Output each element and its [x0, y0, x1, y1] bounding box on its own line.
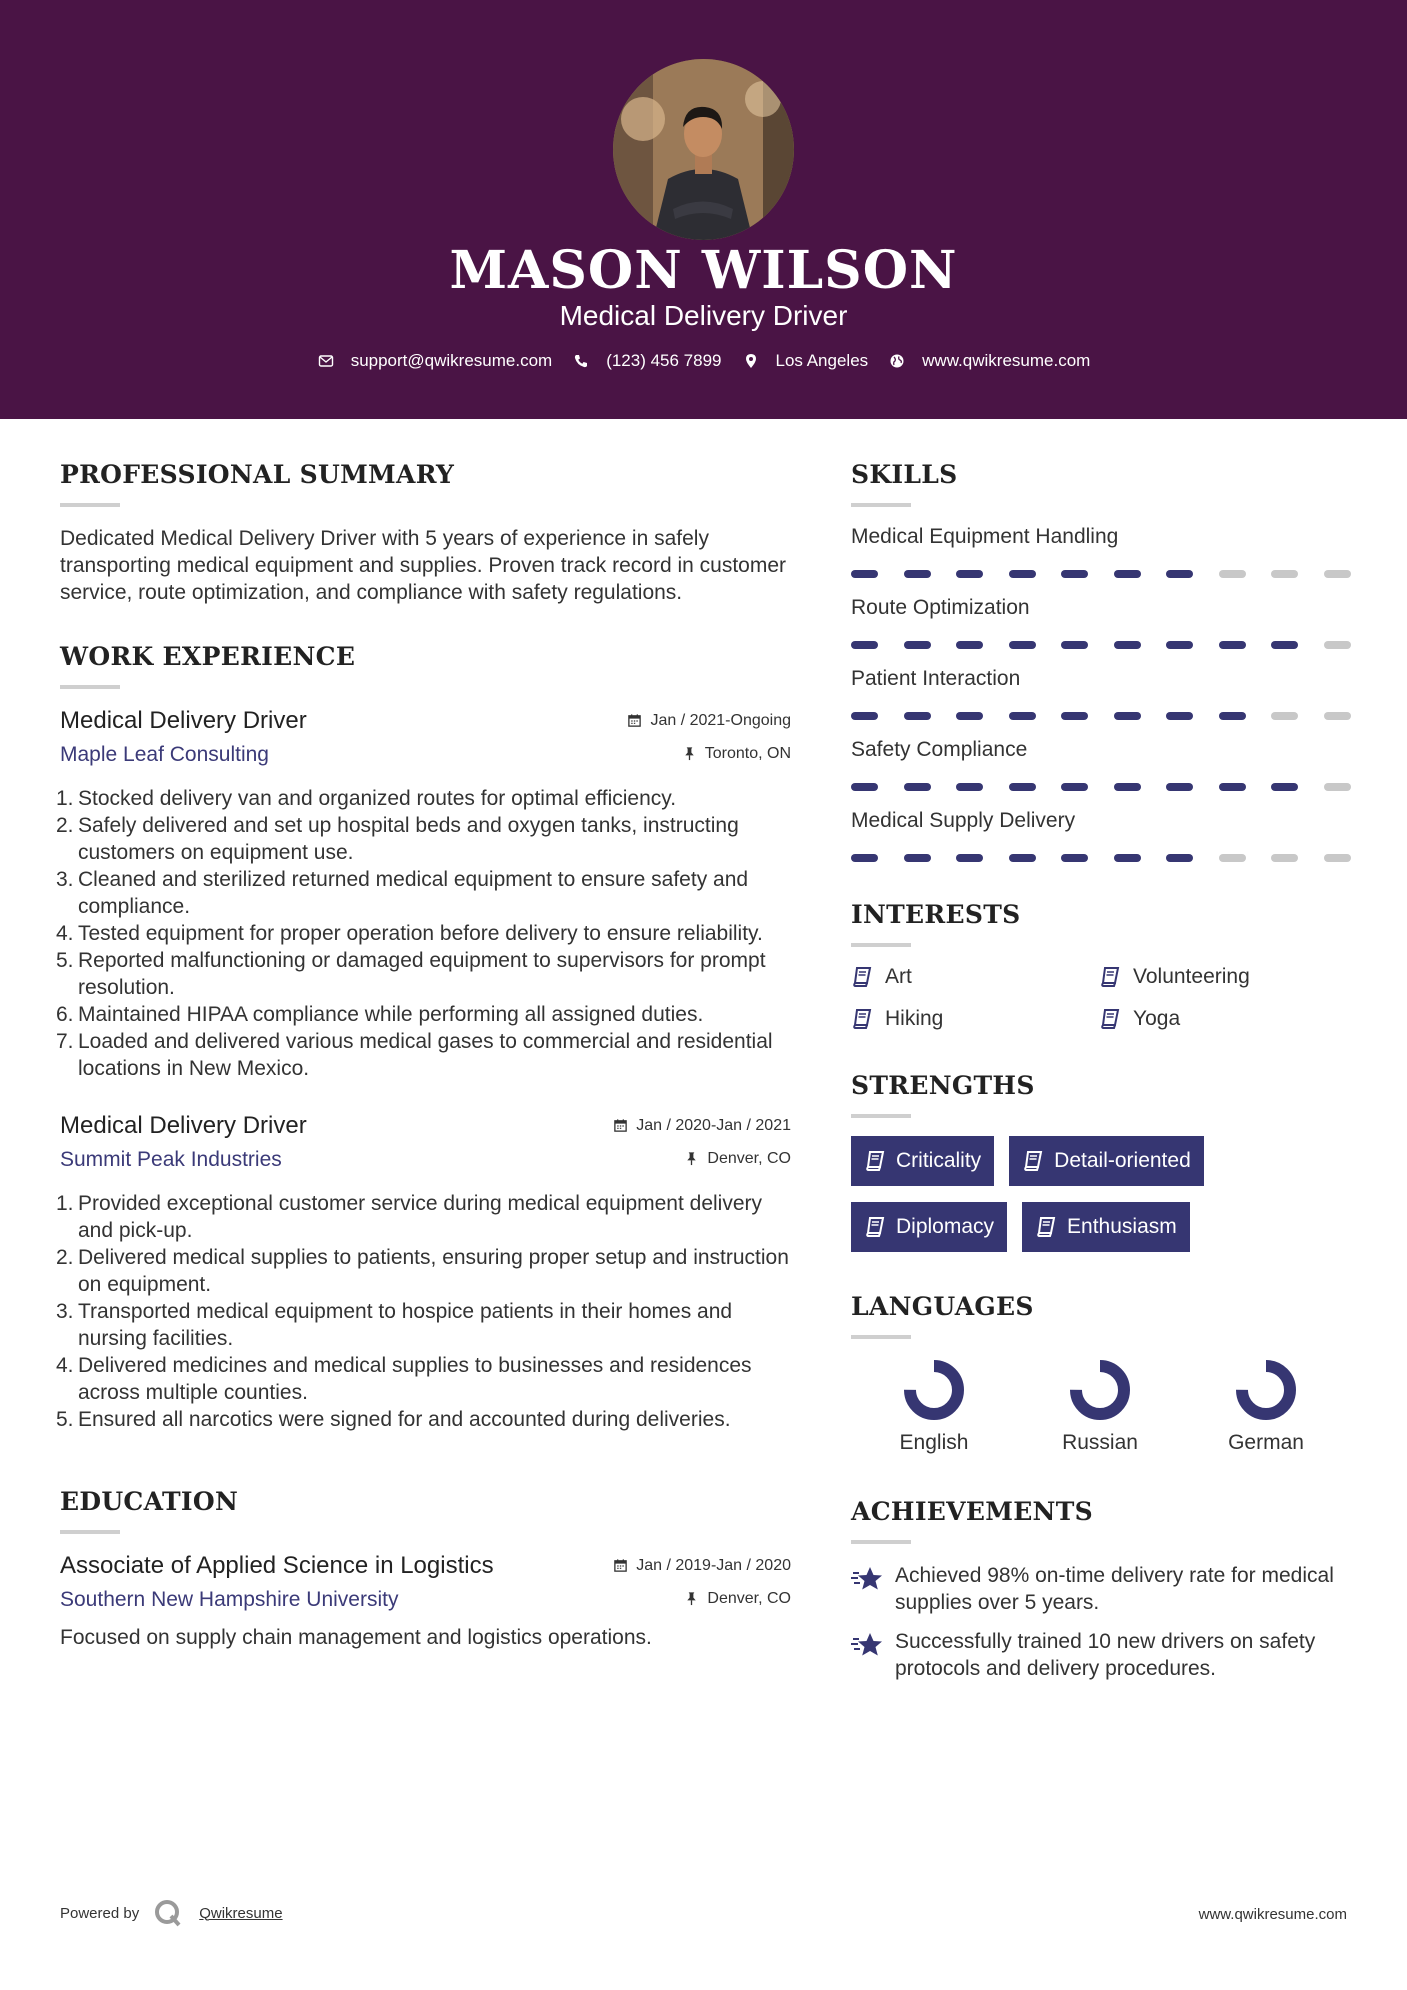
skill-level-dash — [1219, 854, 1246, 862]
skill-level-dash — [851, 641, 878, 649]
skill-level-dash — [1009, 641, 1036, 649]
skill-item — [851, 596, 1351, 649]
skill-level-dash — [1271, 712, 1298, 720]
section-divider — [60, 1530, 120, 1534]
skill-level-dash — [1166, 641, 1193, 649]
skill-name: Safety Compliance — [851, 738, 1028, 761]
skill-level-dash — [904, 570, 931, 578]
skill-name: Route Optimization — [851, 596, 1030, 619]
experience-heading: WORK EXPERIENCE — [60, 642, 356, 671]
book-icon — [1099, 1008, 1121, 1030]
skill-level-dash — [1061, 783, 1088, 791]
skill-level-dash — [1324, 854, 1351, 862]
map-pin-icon — [742, 352, 760, 370]
skill-level-dash — [1271, 570, 1298, 578]
phone-icon — [572, 352, 590, 370]
language-name: German — [1228, 1431, 1304, 1454]
languages-section — [851, 1292, 1351, 1455]
list-item: 5. Ensured all narcotics were signed for and accounted during deliveries. — [56, 1408, 731, 1431]
language-proficiency-ring — [1067, 1357, 1133, 1423]
job-location — [682, 745, 791, 763]
skill-level-dash — [1009, 712, 1036, 720]
languages-heading: LANGUAGES — [851, 1292, 1034, 1321]
powered-by-label: Powered by — [60, 1904, 140, 1922]
section-divider — [851, 1540, 911, 1544]
skill-level-dash — [1271, 783, 1298, 791]
brand-link[interactable]: Qwikresume — [199, 1904, 283, 1922]
skill-level-dash — [851, 854, 878, 862]
skill-level-dash — [1324, 712, 1351, 720]
skill-level-dash — [1219, 641, 1246, 649]
skill-name: Medical Supply Delivery — [851, 809, 1076, 832]
section-divider — [60, 503, 120, 507]
degree-title: Associate of Applied Science in Logistics — [60, 1552, 494, 1579]
language-item — [851, 1357, 1017, 1455]
skill-level-bar — [851, 570, 1351, 578]
pushpin-icon — [684, 1151, 699, 1166]
strength-label: Enthusiasm — [1067, 1215, 1177, 1238]
qwikresume-logo-icon — [153, 1898, 183, 1928]
skill-level-dash — [956, 783, 983, 791]
interest-item — [851, 1007, 1099, 1031]
section-divider — [851, 1335, 911, 1339]
contact-website-text: www.qwikresume.com — [922, 351, 1091, 370]
company-name: Maple Leaf Consulting — [60, 743, 269, 766]
achievements-section — [851, 1497, 1351, 1682]
candidate-title: Medical Delivery Driver — [559, 300, 848, 331]
calendar-icon — [627, 713, 642, 728]
interests-list — [851, 965, 1351, 1031]
job-title: Medical Delivery Driver — [60, 1112, 307, 1139]
list-item: 2. Delivered medical supplies to patients, ensuring proper setup and instruction on equipment. — [56, 1246, 789, 1296]
job-title: Medical Delivery Driver — [60, 707, 307, 734]
contact-bar — [0, 351, 1407, 371]
language-item — [1183, 1357, 1349, 1455]
contact-phone[interactable] — [572, 351, 721, 371]
pushpin-icon — [682, 746, 697, 761]
skill-level-bar — [851, 712, 1351, 720]
language-item — [1017, 1357, 1183, 1455]
skill-level-dash — [1061, 570, 1088, 578]
skill-level-dash — [1009, 854, 1036, 862]
skill-level-dash — [1271, 854, 1298, 862]
section-divider — [851, 943, 911, 947]
list-item: 1. Stocked delivery van and organized routes for optimal efficiency. — [56, 787, 677, 810]
summary-text: Dedicated Medical Delivery Driver with 5 years of experience in safely transporting medical equipment and supplies. Proven track record in customer service, route optimization, and compliance with safety regulations. — [60, 527, 787, 604]
skill-level-dash — [1114, 641, 1141, 649]
strengths-section — [851, 1071, 1351, 1252]
skill-name: Medical Equipment Handling — [851, 525, 1119, 548]
pushpin-icon — [684, 1591, 699, 1606]
strength-label: Diplomacy — [896, 1215, 995, 1238]
language-proficiency-arc — [1076, 1366, 1124, 1414]
strength-tag — [1009, 1136, 1204, 1186]
list-item: 3. Cleaned and sterilized returned medical equipment to ensure safety and compliance. — [56, 868, 749, 918]
calendar-icon — [613, 1118, 628, 1133]
education-date-text: Jan / 2019-Jan / 2020 — [636, 1556, 791, 1574]
skill-level-dash — [1061, 641, 1088, 649]
strength-tag — [851, 1136, 994, 1186]
job-duties-list — [56, 785, 791, 1082]
skill-level-dash — [1114, 570, 1141, 578]
job-duties-list — [56, 1190, 791, 1433]
skill-level-dash — [1271, 641, 1298, 649]
education-date — [613, 1557, 791, 1575]
resume-header — [0, 0, 1407, 419]
book-icon — [864, 1150, 886, 1172]
skill-level-dash — [1166, 712, 1193, 720]
skill-item — [851, 525, 1351, 578]
interest-label: Hiking — [885, 1007, 944, 1030]
skill-level-dash — [904, 712, 931, 720]
summary-heading: PROFESSIONAL SUMMARY — [60, 460, 455, 489]
strengths-list — [851, 1136, 1351, 1252]
skill-level-dash — [956, 854, 983, 862]
achievements-heading: ACHIEVEMENTS — [851, 1497, 1093, 1526]
strength-label: Detail-oriented — [1054, 1149, 1191, 1172]
book-icon — [1035, 1216, 1057, 1238]
book-icon — [1022, 1150, 1044, 1172]
education-location — [684, 1590, 791, 1608]
interest-item — [1099, 1007, 1347, 1031]
languages-list — [851, 1357, 1351, 1455]
skill-level-dash — [851, 783, 878, 791]
job-entry — [56, 707, 791, 1082]
language-proficiency-arc — [910, 1366, 958, 1414]
skill-item — [851, 809, 1351, 862]
summary-section — [60, 460, 791, 606]
skill-level-dash — [956, 712, 983, 720]
list-item: 7. Loaded and delivered various medical gases to commercial and residential locations in New Mexico. — [56, 1030, 773, 1080]
skills-heading: SKILLS — [851, 460, 958, 489]
skill-level-dash — [1114, 783, 1141, 791]
section-divider — [60, 685, 120, 689]
skill-level-dash — [904, 783, 931, 791]
interests-heading: INTERESTS — [851, 900, 1021, 929]
profile-photo — [613, 59, 794, 240]
book-icon — [864, 1216, 886, 1238]
interest-label: Volunteering — [1133, 965, 1250, 988]
experience-section — [56, 642, 791, 1433]
job-date — [613, 1117, 791, 1135]
achievement-item — [851, 1628, 1351, 1682]
school-name: Southern New Hampshire University — [60, 1588, 399, 1611]
skill-item — [851, 738, 1351, 791]
star-icon — [851, 1630, 885, 1660]
skill-level-dash — [1166, 783, 1193, 791]
section-divider — [851, 1114, 911, 1118]
skill-level-dash — [1219, 783, 1246, 791]
skills-section — [851, 460, 1351, 862]
contact-phone-text: (123) 456 7899 — [606, 351, 722, 370]
skill-level-dash — [1219, 712, 1246, 720]
education-description: Focused on supply chain management and logistics operations. — [60, 1626, 652, 1649]
interest-item — [1099, 965, 1347, 989]
left-column — [56, 460, 791, 1651]
strength-tag — [851, 1202, 1007, 1252]
job-location-text: Denver, CO — [707, 1149, 791, 1167]
skill-level-dash — [1219, 570, 1246, 578]
skill-level-dash — [1166, 570, 1193, 578]
language-name: Russian — [1062, 1431, 1138, 1454]
education-section — [60, 1487, 791, 1651]
strength-tag — [1022, 1202, 1190, 1252]
skill-level-bar — [851, 854, 1351, 862]
language-proficiency-ring — [1233, 1357, 1299, 1423]
achievement-text: Successfully trained 10 new drivers on safety protocols and delivery procedures. — [895, 1630, 1316, 1680]
job-entry — [56, 1112, 791, 1433]
list-item: 6. Maintained HIPAA compliance while performing all assigned duties. — [56, 1003, 704, 1026]
skill-level-dash — [1061, 712, 1088, 720]
footer-powered-by — [60, 1898, 283, 1928]
interest-label: Art — [885, 965, 912, 988]
contact-email[interactable] — [317, 351, 553, 371]
skill-level-dash — [1324, 783, 1351, 791]
interest-item — [851, 965, 1099, 989]
list-item: 3. Transported medical equipment to hospice patients in their homes and nursing facilities. — [56, 1300, 733, 1350]
language-proficiency-ring — [901, 1357, 967, 1423]
list-item: 4. Delivered medicines and medical supplies to businesses and residences across multiple counties. — [56, 1354, 752, 1404]
right-column — [851, 460, 1351, 1694]
language-name: English — [899, 1431, 969, 1454]
skill-level-dash — [1324, 570, 1351, 578]
strength-label: Criticality — [896, 1149, 982, 1172]
skill-level-dash — [1114, 854, 1141, 862]
globe-icon — [888, 352, 906, 370]
skill-level-dash — [1324, 641, 1351, 649]
list-item: 4. Tested equipment for proper operation before delivery to ensure reliability. — [56, 922, 763, 945]
interest-label: Yoga — [1133, 1007, 1181, 1030]
skill-level-bar — [851, 641, 1351, 649]
book-icon — [851, 966, 873, 988]
skill-level-dash — [851, 570, 878, 578]
job-date-text: Jan / 2020-Jan / 2021 — [636, 1116, 791, 1134]
book-icon — [1099, 966, 1121, 988]
skill-level-dash — [956, 641, 983, 649]
skill-level-dash — [1009, 570, 1036, 578]
skill-level-dash — [1061, 854, 1088, 862]
education-heading: EDUCATION — [60, 1487, 239, 1516]
education-location-text: Denver, CO — [707, 1589, 791, 1607]
skill-level-dash — [851, 712, 878, 720]
candidate-name: MASON WILSON — [449, 240, 958, 301]
skill-level-dash — [1166, 854, 1193, 862]
achievement-text: Achieved 98% on-time delivery rate for medical supplies over 5 years. — [895, 1564, 1334, 1614]
language-proficiency-arc — [1242, 1366, 1290, 1414]
job-date — [627, 712, 791, 730]
list-item: 2. Safely delivered and set up hospital beds and oxygen tanks, instructing customers on equipment use. — [56, 814, 739, 864]
skill-level-bar — [851, 783, 1351, 791]
list-item: 1. Provided exceptional customer service during medical equipment delivery and pick-up. — [56, 1192, 763, 1242]
achievement-item — [851, 1562, 1351, 1616]
envelope-icon — [317, 352, 335, 370]
section-divider — [851, 503, 911, 507]
star-icon — [851, 1564, 885, 1594]
list-item: 5. Reported malfunctioning or damaged equipment to supervisors for prompt resolution. — [56, 949, 766, 999]
contact-email-text: support@qwikresume.com — [350, 351, 553, 370]
footer-website[interactable]: www.qwikresume.com — [1198, 1906, 1347, 1923]
book-icon — [851, 1008, 873, 1030]
job-location — [684, 1150, 791, 1168]
job-location-text: Toronto, ON — [704, 744, 791, 762]
job-date-text: Jan / 2021-Ongoing — [650, 711, 791, 729]
interests-section — [851, 900, 1351, 1031]
skill-level-dash — [1009, 783, 1036, 791]
skill-item — [851, 667, 1351, 720]
company-name: Summit Peak Industries — [60, 1148, 282, 1171]
skill-level-dash — [904, 641, 931, 649]
contact-website[interactable] — [888, 351, 1090, 371]
strengths-heading: STRENGTHS — [851, 1071, 1035, 1100]
contact-location-text: Los Angeles — [775, 351, 869, 370]
contact-location — [742, 351, 869, 371]
skill-level-dash — [904, 854, 931, 862]
skill-level-dash — [956, 570, 983, 578]
calendar-icon — [613, 1558, 628, 1573]
skills-list — [851, 525, 1351, 862]
skill-name: Patient Interaction — [851, 667, 1021, 690]
skill-level-dash — [1114, 712, 1141, 720]
